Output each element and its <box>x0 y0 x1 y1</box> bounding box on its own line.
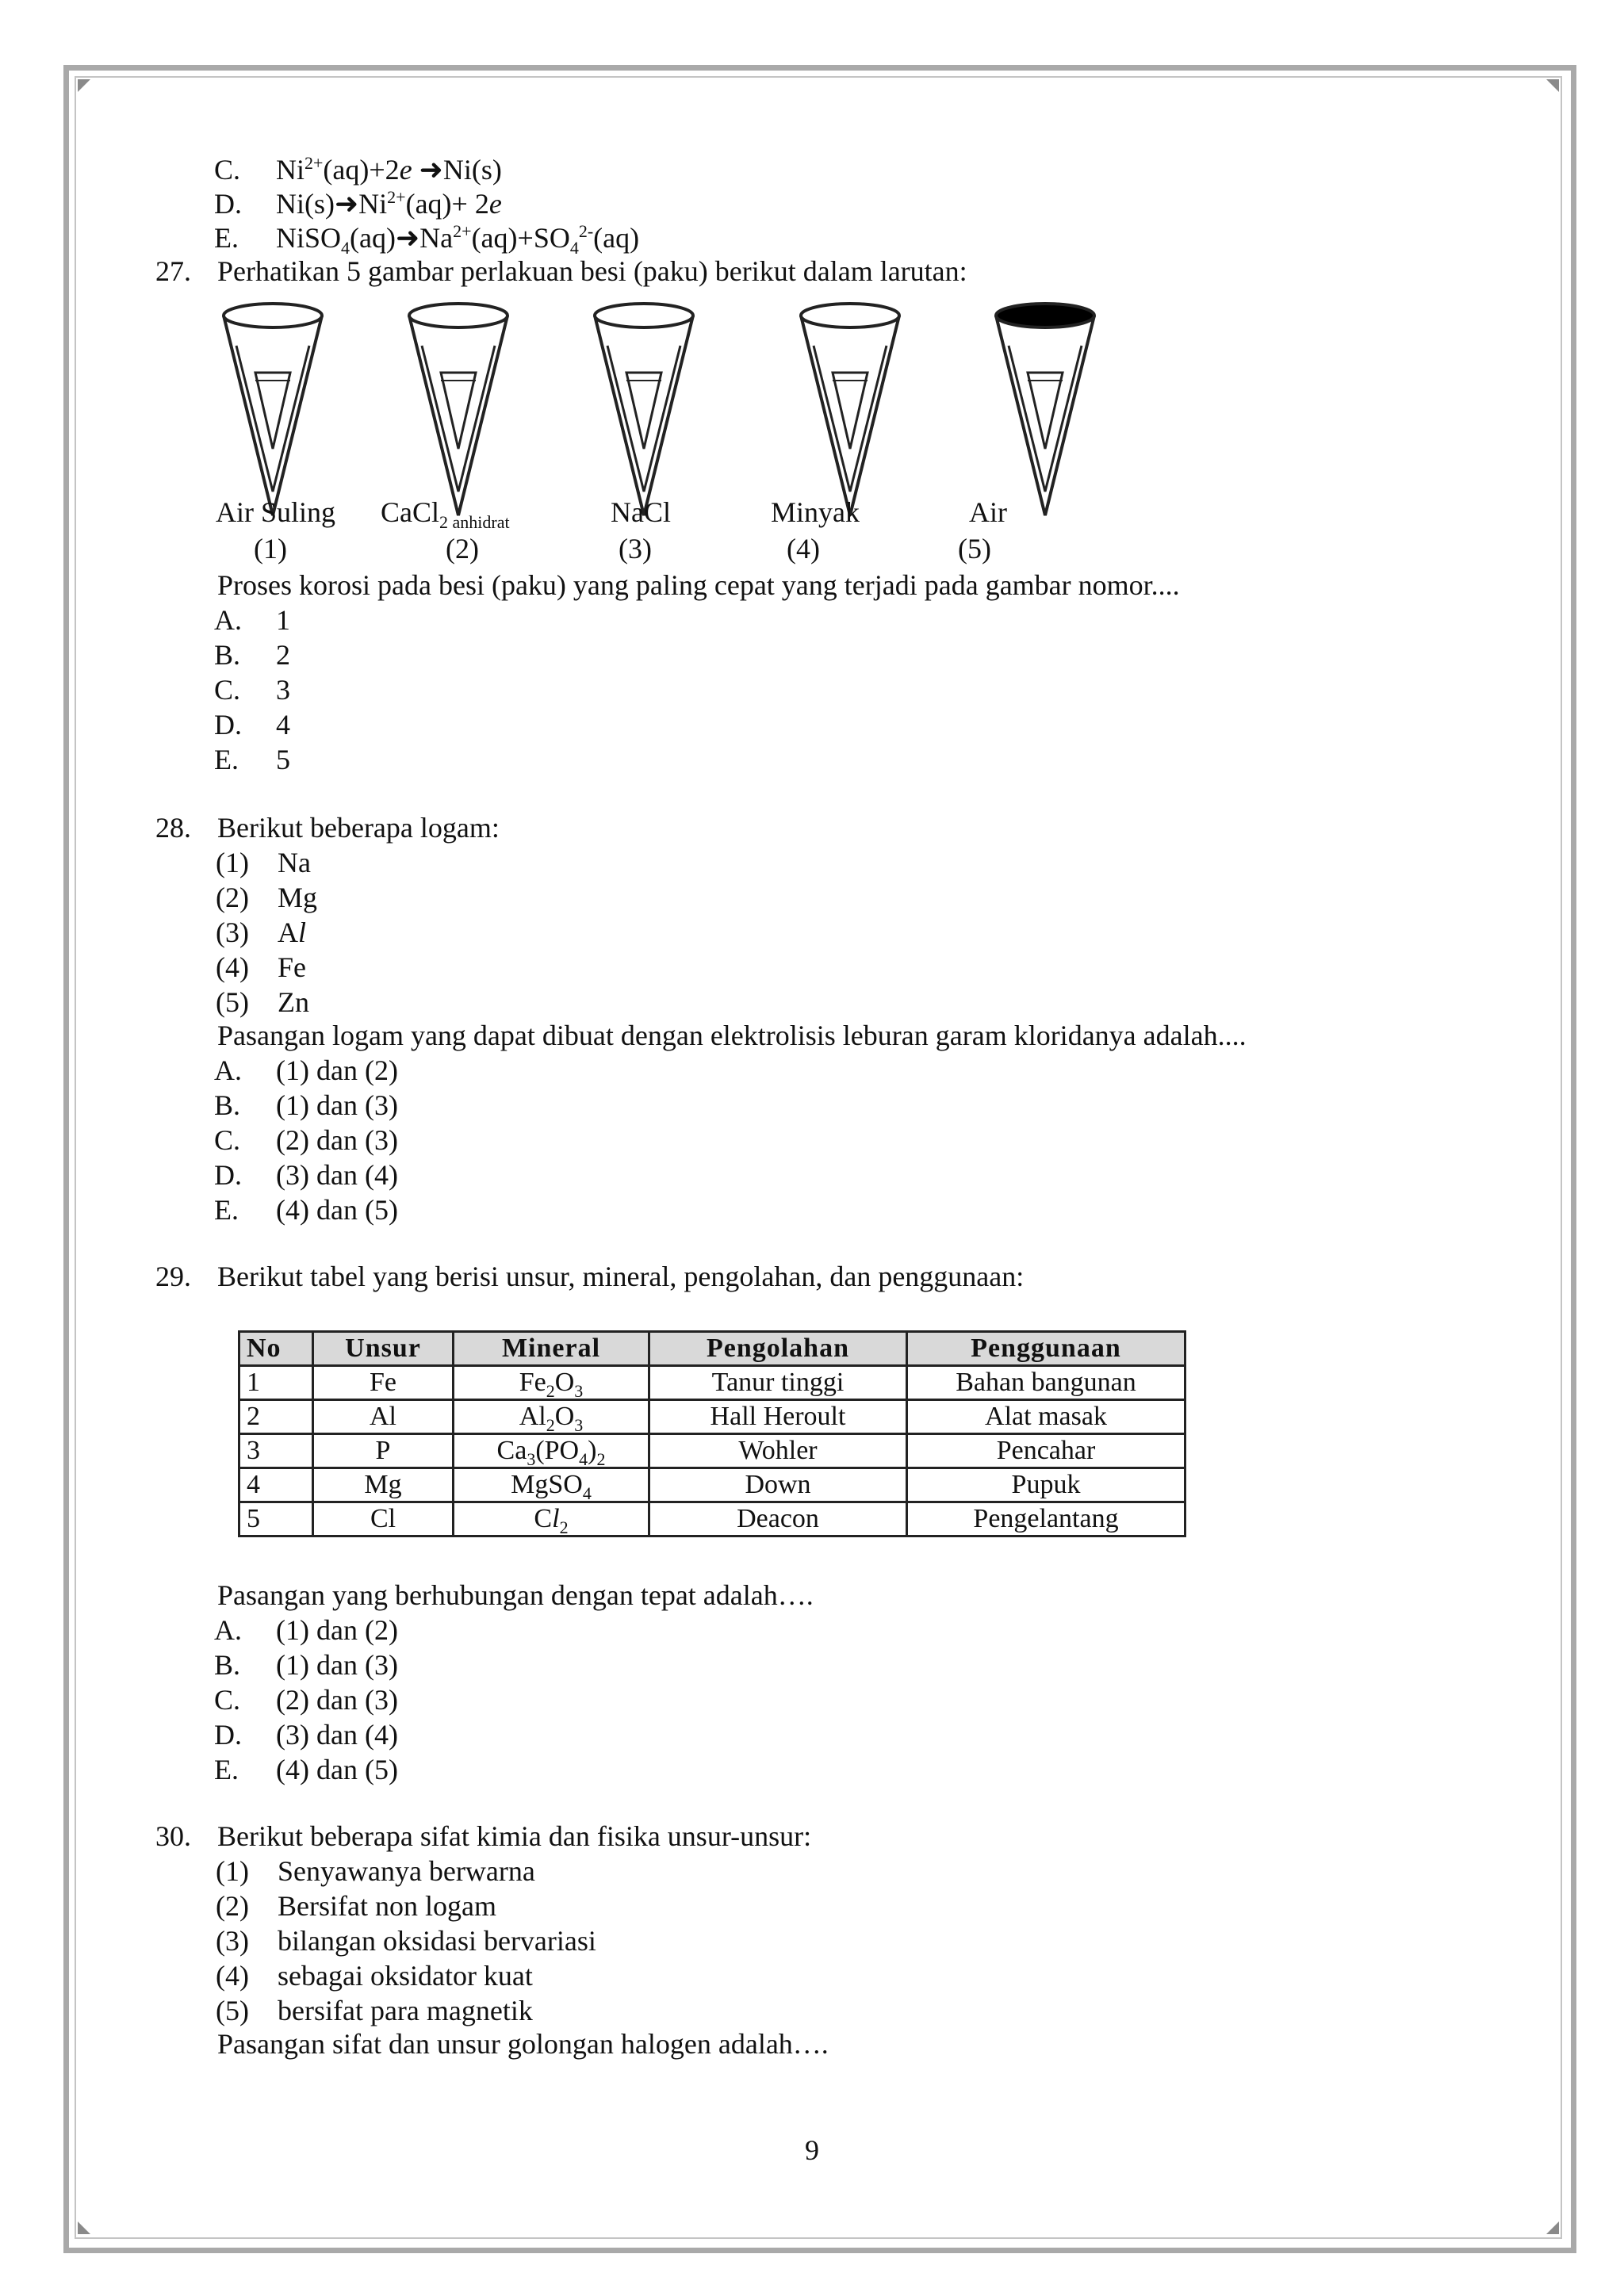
table-cell: Fe <box>313 1366 454 1400</box>
option-letter: A. <box>214 1054 242 1086</box>
table-row <box>239 1366 1185 1400</box>
option-letter: E. <box>214 744 239 775</box>
question-30-prompt: Pasangan sifat dan unsur golongan halogen adalah…. <box>217 2028 829 2060</box>
nail-icon <box>833 373 868 449</box>
table-cell: Mg <box>313 1468 454 1502</box>
table-cell: $Cl_2$ <box>454 1502 649 1536</box>
list-item-text: Al <box>278 916 307 948</box>
question-29-number: 29. <box>155 1261 191 1292</box>
option-text: $Ni^{2+}(aq)+2e$ ➜Ni(s) <box>276 153 502 186</box>
beaker-rim <box>595 304 693 327</box>
list-item-number: (2) <box>216 1890 249 1922</box>
list-item-text: sebagai oksidator kuat <box>278 1960 533 1992</box>
table-cell: Hall Heroult <box>649 1400 907 1434</box>
nail-icon <box>255 373 290 449</box>
figure-number: (3) <box>619 533 652 564</box>
table-cell: Pupuk <box>907 1468 1185 1502</box>
figure-label: Minyak <box>771 496 860 528</box>
option-letter: D. <box>214 1159 242 1191</box>
option-letter: E. <box>214 1194 239 1226</box>
corner-ornament-bottom-right <box>1546 2221 1559 2234</box>
table-cell: Alat masak <box>907 1400 1185 1434</box>
figure-number: (2) <box>446 533 479 564</box>
list-item-number: (3) <box>216 916 249 948</box>
option-text: (2) dan (3) <box>276 1684 398 1716</box>
list-item-text: Bersifat non logam <box>278 1890 496 1922</box>
table-cell: Deacon <box>649 1502 907 1536</box>
option-letter: B. <box>214 1649 241 1681</box>
beaker-rim <box>224 304 322 327</box>
list-item-text: Mg <box>278 882 318 913</box>
page-number: 9 <box>805 2134 819 2166</box>
option-letter: C. <box>214 1684 241 1716</box>
table-cell: $Fe_2O_3$ <box>454 1366 649 1400</box>
question-27-prompt: Proses korosi pada besi (paku) yang paling cepat yang terjadi pada gambar nomor.... <box>217 569 1180 601</box>
list-item-text: Na <box>278 847 311 878</box>
table-header-row <box>239 1332 1185 1366</box>
option-letter: D. <box>214 188 242 220</box>
table-header-cell: Penggunaan <box>907 1332 1185 1366</box>
table-cell: Bahan bangunan <box>907 1366 1185 1400</box>
table-header-cell: Pengolahan <box>649 1332 907 1366</box>
table-cell: 2 <box>239 1400 313 1434</box>
nail-icon <box>1028 373 1063 449</box>
table-row <box>239 1400 1185 1434</box>
table-cell: Pengelantang <box>907 1502 1185 1536</box>
list-item-text: Fe <box>278 951 306 983</box>
table-header-cell: Unsur <box>313 1332 454 1366</box>
option-text: (4) dan (5) <box>276 1194 398 1226</box>
corrosion-figure <box>0 0 1624 571</box>
figure-label-subscript: 2 anhidrat <box>439 512 510 532</box>
question-28-prompt: Pasangan logam yang dapat dibuat dengan elektrolisis leburan garam kloridanya adalah.... <box>217 1020 1247 1051</box>
list-item-number: (1) <box>216 1855 249 1887</box>
option-text: 1 <box>276 604 290 636</box>
figure-label: Air <box>969 496 1007 528</box>
option-letter: E. <box>214 1754 239 1785</box>
table-cell: $Ca_3(PO_4)_2$ <box>454 1434 649 1468</box>
beaker-lid-filled <box>996 304 1094 327</box>
option-letter: E. <box>214 222 239 254</box>
option-letter: C. <box>214 1124 241 1156</box>
list-item-text: bersifat para magnetik <box>278 1995 533 2026</box>
option-text: 4 <box>276 709 290 740</box>
option-text: (1) dan (2) <box>276 1614 398 1646</box>
table-header-cell: Mineral <box>454 1332 649 1366</box>
question-30-number: 30. <box>155 1820 191 1852</box>
list-item-number: (5) <box>216 986 249 1018</box>
question-28-text: Berikut beberapa logam: <box>217 812 500 844</box>
table-cell: 3 <box>239 1434 313 1468</box>
question-28-number: 28. <box>155 812 191 844</box>
table-cell: Tanur tinggi <box>649 1366 907 1400</box>
option-letter: B. <box>214 1089 241 1121</box>
table-cell: $Al_2O_3$ <box>454 1400 649 1434</box>
question-27-text: Perhatikan 5 gambar perlakuan besi (paku) berikut dalam larutan: <box>217 255 967 287</box>
figure-number: (5) <box>958 533 991 564</box>
nail-icon <box>441 373 476 449</box>
corner-ornament-bottom-left <box>78 2221 90 2234</box>
table-cell: 4 <box>239 1468 313 1502</box>
beaker-rim <box>409 304 508 327</box>
table-header-cell: No <box>239 1332 313 1366</box>
option-text: $NiSO_4(aq)➜Na^{2+}(aq)+SO_4^{2-}(aq)$ <box>276 221 640 258</box>
option-letter: A. <box>214 604 242 636</box>
list-item-text: bilangan oksidasi bervariasi <box>278 1925 596 1957</box>
nail-icon <box>626 373 661 449</box>
option-letter: D. <box>214 709 242 740</box>
list-item-number: (4) <box>216 951 249 983</box>
option-text: (3) dan (4) <box>276 1159 398 1191</box>
table-row <box>239 1468 1185 1502</box>
list-item-number: (5) <box>216 1995 249 2026</box>
question-29-text: Berikut tabel yang berisi unsur, mineral, pengolahan, dan penggunaan: <box>217 1261 1025 1292</box>
option-letter: C. <box>214 154 241 186</box>
element-table <box>238 1330 1186 1537</box>
question-29-prompt: Pasangan yang berhubungan dengan tepat adalah…. <box>217 1579 814 1611</box>
table-cell: Pencahar <box>907 1434 1185 1468</box>
table-cell: 5 <box>239 1502 313 1536</box>
figure-number: (1) <box>254 533 287 564</box>
option-text: (4) dan (5) <box>276 1754 398 1785</box>
list-item-number: (3) <box>216 1925 249 1957</box>
table-row <box>239 1502 1185 1536</box>
option-letter: B. <box>214 639 241 671</box>
option-text: (2) dan (3) <box>276 1124 398 1156</box>
option-text: $Ni(s)➜Ni^{2+}(aq)+ 2e$ <box>276 187 502 220</box>
list-item-number: (2) <box>216 882 249 913</box>
figure-label: NaCl <box>611 496 671 528</box>
option-letter: C. <box>214 674 241 706</box>
figure-label: CaCl$_{2 anhidrat}$ <box>381 496 510 532</box>
list-item-number: (4) <box>216 1960 249 1992</box>
table-cell: Al <box>313 1400 454 1434</box>
table-cell: MgSO$_4$ <box>454 1468 649 1502</box>
option-text: 3 <box>276 674 290 706</box>
option-text: (3) dan (4) <box>276 1719 398 1751</box>
option-text: 2 <box>276 639 290 671</box>
question-27-number: 27. <box>155 255 191 287</box>
beaker-rim <box>801 304 899 327</box>
option-letter: D. <box>214 1719 242 1751</box>
figure-number: (4) <box>787 533 820 564</box>
question-30-text: Berikut beberapa sifat kimia dan fisika unsur-unsur: <box>217 1820 812 1852</box>
table-cell: Down <box>649 1468 907 1502</box>
option-text: 5 <box>276 744 290 775</box>
option-text: (1) dan (3) <box>276 1649 398 1681</box>
figure-label: Air Suling <box>216 496 336 528</box>
list-item-number: (1) <box>216 847 249 878</box>
table-cell: Cl <box>313 1502 454 1536</box>
list-item-text: Zn <box>278 986 309 1018</box>
table-row <box>239 1434 1185 1468</box>
option-letter: A. <box>214 1614 242 1646</box>
table-cell: 1 <box>239 1366 313 1400</box>
option-text: (1) dan (2) <box>276 1054 398 1086</box>
table-cell: Wohler <box>649 1434 907 1468</box>
table-cell: P <box>313 1434 454 1468</box>
option-text: (1) dan (3) <box>276 1089 398 1121</box>
list-item-text: Senyawanya berwarna <box>278 1855 535 1887</box>
